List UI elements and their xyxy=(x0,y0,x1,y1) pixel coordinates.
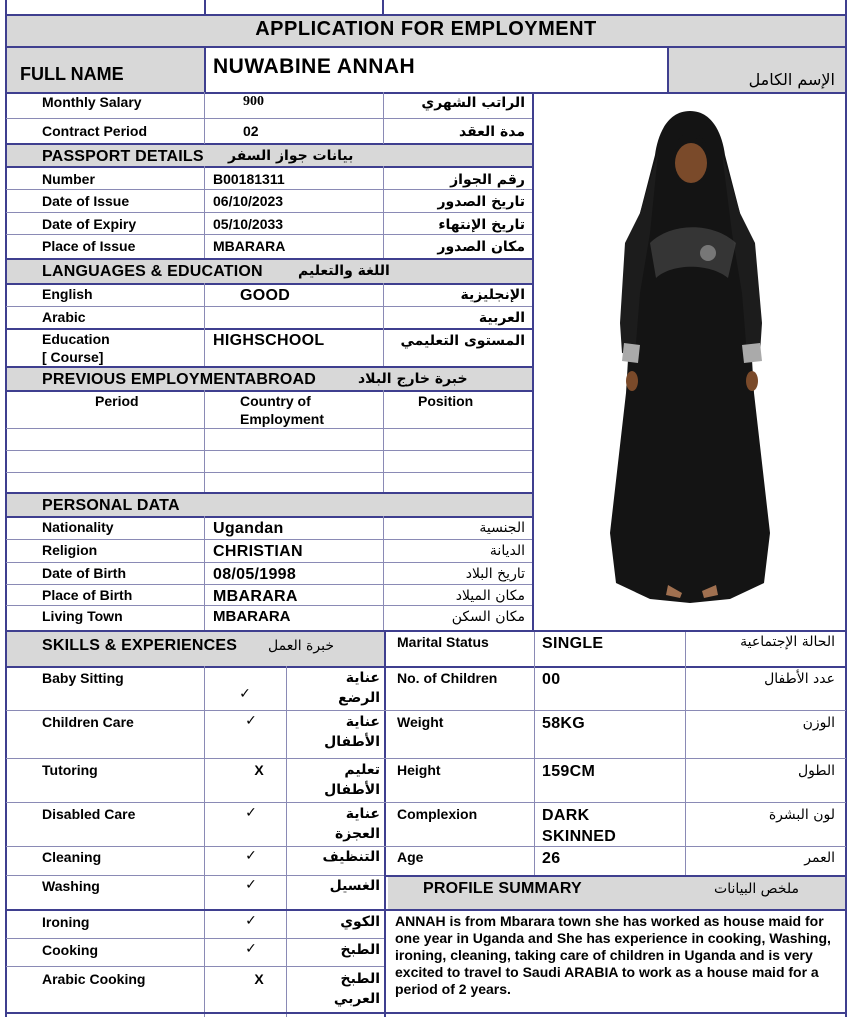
grid-line xyxy=(383,283,384,366)
weight-value: 58KG xyxy=(542,715,585,732)
languages-heading: LANGUAGES & EDUCATION xyxy=(42,263,263,280)
passport-number-arabic: رقم الجواز xyxy=(450,172,525,188)
grid-line xyxy=(6,846,846,847)
grid-line xyxy=(204,666,205,1017)
previous-heading: PREVIOUS EMPLOYMENTABROAD xyxy=(42,371,317,388)
grid-line xyxy=(6,92,846,94)
skill-arabic-cooking-ar1: الطبخ xyxy=(340,971,380,987)
personal-heading: PERSONAL DATA xyxy=(42,497,180,514)
check-icon: ✓ xyxy=(245,877,257,893)
height-value: 159CM xyxy=(542,763,596,780)
check-icon: ✓ xyxy=(239,686,251,702)
grid-line xyxy=(6,366,532,368)
passport-number-label: Number xyxy=(42,171,95,187)
grid-line xyxy=(6,562,532,563)
check-icon: ✓ xyxy=(245,848,257,864)
grid-line xyxy=(386,666,846,668)
living-town-value: MBARARA xyxy=(213,608,291,625)
skill-washing: Washing xyxy=(42,878,100,894)
living-town-label: Living Town xyxy=(42,608,123,624)
date-of-birth-value: 08/05/1998 xyxy=(213,566,297,583)
grid-line xyxy=(383,390,384,492)
col-position: Position xyxy=(418,393,474,409)
grid-line xyxy=(6,909,846,911)
date-of-expiry-value: 05/10/2033 xyxy=(213,216,284,232)
skill-baby-sitting-ar1: عناية xyxy=(345,670,380,686)
grid-line xyxy=(6,758,846,759)
english-label: English xyxy=(42,286,93,302)
grid-line xyxy=(6,938,384,939)
grid-line xyxy=(6,472,532,473)
skill-tutoring-ar2: الأطفال xyxy=(324,782,380,798)
contract-period-value: 02 xyxy=(243,123,259,139)
check-icon: ✓ xyxy=(245,713,257,729)
date-of-expiry-label: Date of Expiry xyxy=(42,216,137,232)
children-arabic: عدد الأطفال xyxy=(764,671,835,687)
grid-line xyxy=(6,966,384,967)
children-label: No. of Children xyxy=(397,670,498,686)
place-of-birth-label: Place of Birth xyxy=(42,587,133,603)
skill-children-care: Children Care xyxy=(42,714,134,730)
date-of-birth-label: Date of Birth xyxy=(42,565,126,581)
cross-icon: X xyxy=(254,971,264,987)
date-of-issue-arabic: تاريخ الصدور xyxy=(437,194,525,210)
full-name-value: NUWABINE ANNAH xyxy=(213,55,416,78)
previous-heading-arabic: خبرة خارج البلاد xyxy=(358,371,468,387)
grid-line xyxy=(6,283,532,285)
monthly-salary-arabic: الراتب الشهري xyxy=(421,95,525,111)
place-of-issue-arabic: مكان الصدور xyxy=(437,239,525,255)
cross-icon: X xyxy=(254,762,264,778)
profile-summary-text: ANNAH is from Mbarara town she has worked as house maid for one year in Uganda and She has experience in cooking, Washing, ironing, cleaning, taking care of children in Uganda and is very excited to travel to Saudi ARABIA to work as a house maid for a period of 2 years. xyxy=(395,913,831,997)
skill-cooking: Cooking xyxy=(42,942,98,958)
grid-line xyxy=(204,283,205,366)
grid-line xyxy=(6,666,384,668)
contract-period-arabic: مدة العقد xyxy=(458,124,525,140)
grid-line xyxy=(667,46,669,92)
grid-line xyxy=(6,539,532,540)
skill-washing-ar1: الغسيل xyxy=(329,878,380,894)
skills-heading-arabic: خبرة العمل xyxy=(268,638,334,654)
grid-line xyxy=(6,306,532,307)
grid-line xyxy=(386,875,846,877)
marital-status-value: SINGLE xyxy=(542,635,604,652)
skill-cooking-ar1: الطبخ xyxy=(340,942,380,958)
height-label: Height xyxy=(397,762,441,778)
grid-line xyxy=(204,92,205,144)
nationality-value: Ugandan xyxy=(213,520,284,537)
place-of-issue-label: Place of Issue xyxy=(42,238,136,254)
grid-line xyxy=(6,605,532,606)
grid-line xyxy=(6,166,532,168)
languages-heading-arabic: اللغة والتعليم xyxy=(298,263,390,279)
weight-arabic: الوزن xyxy=(802,715,835,731)
grid-line xyxy=(382,0,384,14)
monthly-salary-label: Monthly Salary xyxy=(42,94,142,110)
passport-number-value: B00181311 xyxy=(213,171,285,187)
grid-line xyxy=(534,632,535,876)
complexion-value: DARK xyxy=(542,807,590,824)
living-town-arabic: مكان السكن xyxy=(451,609,525,625)
grid-line xyxy=(204,166,205,258)
col-country-1: Country of xyxy=(240,393,311,409)
profile-heading-arabic: ملخص البيانات xyxy=(714,881,799,897)
education-value: HIGHSCHOOL xyxy=(213,332,325,349)
skill-ironing-ar1: الكوي xyxy=(340,914,380,930)
arabic-arabic: العربية xyxy=(478,310,525,326)
grid-line xyxy=(685,632,686,876)
education-arabic: المستوى التعليمي xyxy=(400,333,525,349)
grid-line xyxy=(286,666,287,1017)
full-name-arabic: الإسم الكامل xyxy=(748,70,835,89)
grid-line xyxy=(384,632,386,1017)
complexion-label: Complexion xyxy=(397,806,478,822)
education-course-label: [ Course] xyxy=(42,349,104,365)
col-country-2: Employment xyxy=(240,411,325,427)
skill-cleaning: Cleaning xyxy=(42,849,102,865)
grid-line xyxy=(6,46,846,48)
age-arabic: العمر xyxy=(804,850,835,866)
check-icon: ✓ xyxy=(245,805,257,821)
grid-line xyxy=(6,428,532,429)
grid-line xyxy=(532,92,534,632)
children-value: 00 xyxy=(542,671,561,688)
grid-line xyxy=(6,390,532,392)
complexion-arabic: لون البشرة xyxy=(768,807,835,823)
place-of-issue-value: MBARARA xyxy=(213,238,286,254)
grid-line xyxy=(204,46,206,92)
date-of-issue-label: Date of Issue xyxy=(42,193,130,209)
skill-tutoring-ar1: تعليم xyxy=(344,762,380,778)
age-label: Age xyxy=(397,849,424,865)
skill-children-care-ar1: عناية xyxy=(345,714,380,730)
date-of-issue-value: 06/10/2023 xyxy=(213,193,284,209)
skill-tutoring: Tutoring xyxy=(42,762,98,778)
place-of-birth-value: MBARARA xyxy=(213,588,298,605)
english-value: GOOD xyxy=(240,287,291,304)
applicant-photo xyxy=(540,93,846,631)
grid-line xyxy=(6,492,532,494)
contract-period-label: Contract Period xyxy=(42,123,148,139)
weight-label: Weight xyxy=(397,714,444,730)
grid-line xyxy=(204,516,205,630)
marital-status-arabic: الحالة الإجتماعية xyxy=(740,634,835,650)
grid-line xyxy=(6,328,532,330)
grid-line xyxy=(383,166,384,258)
skill-children-care-ar2: الأطفال xyxy=(324,734,380,750)
skill-disabled-care-ar1: عناية xyxy=(345,806,380,822)
english-arabic: الإنجليزية xyxy=(460,287,525,303)
grid-line xyxy=(6,14,846,16)
grid-line xyxy=(5,0,7,1017)
skill-disabled-care: Disabled Care xyxy=(42,806,136,822)
skill-arabic-cooking: Arabic Cooking xyxy=(42,971,146,987)
grid-line xyxy=(6,802,846,803)
skill-baby-sitting-ar2: الرضع xyxy=(338,690,380,706)
skill-arabic-cooking-ar2: العربي xyxy=(333,991,380,1007)
place-of-birth-arabic: مكان الميلاد xyxy=(455,588,525,604)
profile-heading: PROFILE SUMMARY xyxy=(423,880,582,897)
age-value: 26 xyxy=(542,850,561,867)
grid-line xyxy=(6,118,532,119)
skill-disabled-care-ar2: العجزة xyxy=(334,826,380,842)
skill-cleaning-ar1: التنظيف xyxy=(322,849,380,865)
person-photo-icon xyxy=(540,93,846,631)
passport-heading: PASSPORT DETAILS xyxy=(42,148,204,165)
marital-status-label: Marital Status xyxy=(397,634,489,650)
skill-ironing: Ironing xyxy=(42,914,90,930)
date-of-birth-arabic: تاريخ البلاد xyxy=(465,566,525,582)
arabic-label: Arabic xyxy=(42,309,86,325)
grid-line xyxy=(204,0,206,14)
date-of-expiry-arabic: تاريخ الإنتهاء xyxy=(438,217,525,233)
grid-line xyxy=(6,143,532,145)
grid-line xyxy=(6,1012,846,1014)
grid-line xyxy=(383,92,384,144)
page-title: APPLICATION FOR EMPLOYMENT xyxy=(255,18,597,40)
grid-line xyxy=(6,450,532,451)
grid-line xyxy=(6,516,532,518)
full-name-label: FULL NAME xyxy=(20,64,124,84)
monthly-salary-value: 900 xyxy=(243,94,264,109)
religion-value: CHRISTIAN xyxy=(213,543,303,560)
grid-line xyxy=(6,258,532,260)
grid-line xyxy=(383,516,384,630)
grid-line xyxy=(6,875,384,876)
check-icon: ✓ xyxy=(245,941,257,957)
complexion-value-2: SKINNED xyxy=(542,828,617,845)
grid-line xyxy=(6,710,846,711)
grid-line xyxy=(6,189,532,190)
grid-line xyxy=(6,234,532,235)
nationality-label: Nationality xyxy=(42,519,114,535)
grid-line xyxy=(204,390,205,492)
height-arabic: الطول xyxy=(797,763,835,779)
nationality-arabic: الجنسية xyxy=(479,520,525,536)
passport-heading-arabic: بيانات جواز السفر xyxy=(228,148,354,164)
grid-line xyxy=(6,584,532,585)
skills-heading: SKILLS & EXPERIENCES xyxy=(42,637,238,654)
grid-line xyxy=(6,212,532,213)
religion-label: Religion xyxy=(42,542,98,558)
grid-line xyxy=(6,630,846,632)
education-label: Education xyxy=(42,331,110,347)
grid-line xyxy=(845,0,847,1017)
check-icon: ✓ xyxy=(245,913,257,929)
col-period: Period xyxy=(95,393,139,409)
religion-arabic: الديانة xyxy=(489,543,525,559)
skill-baby-sitting: Baby Sitting xyxy=(42,670,124,686)
